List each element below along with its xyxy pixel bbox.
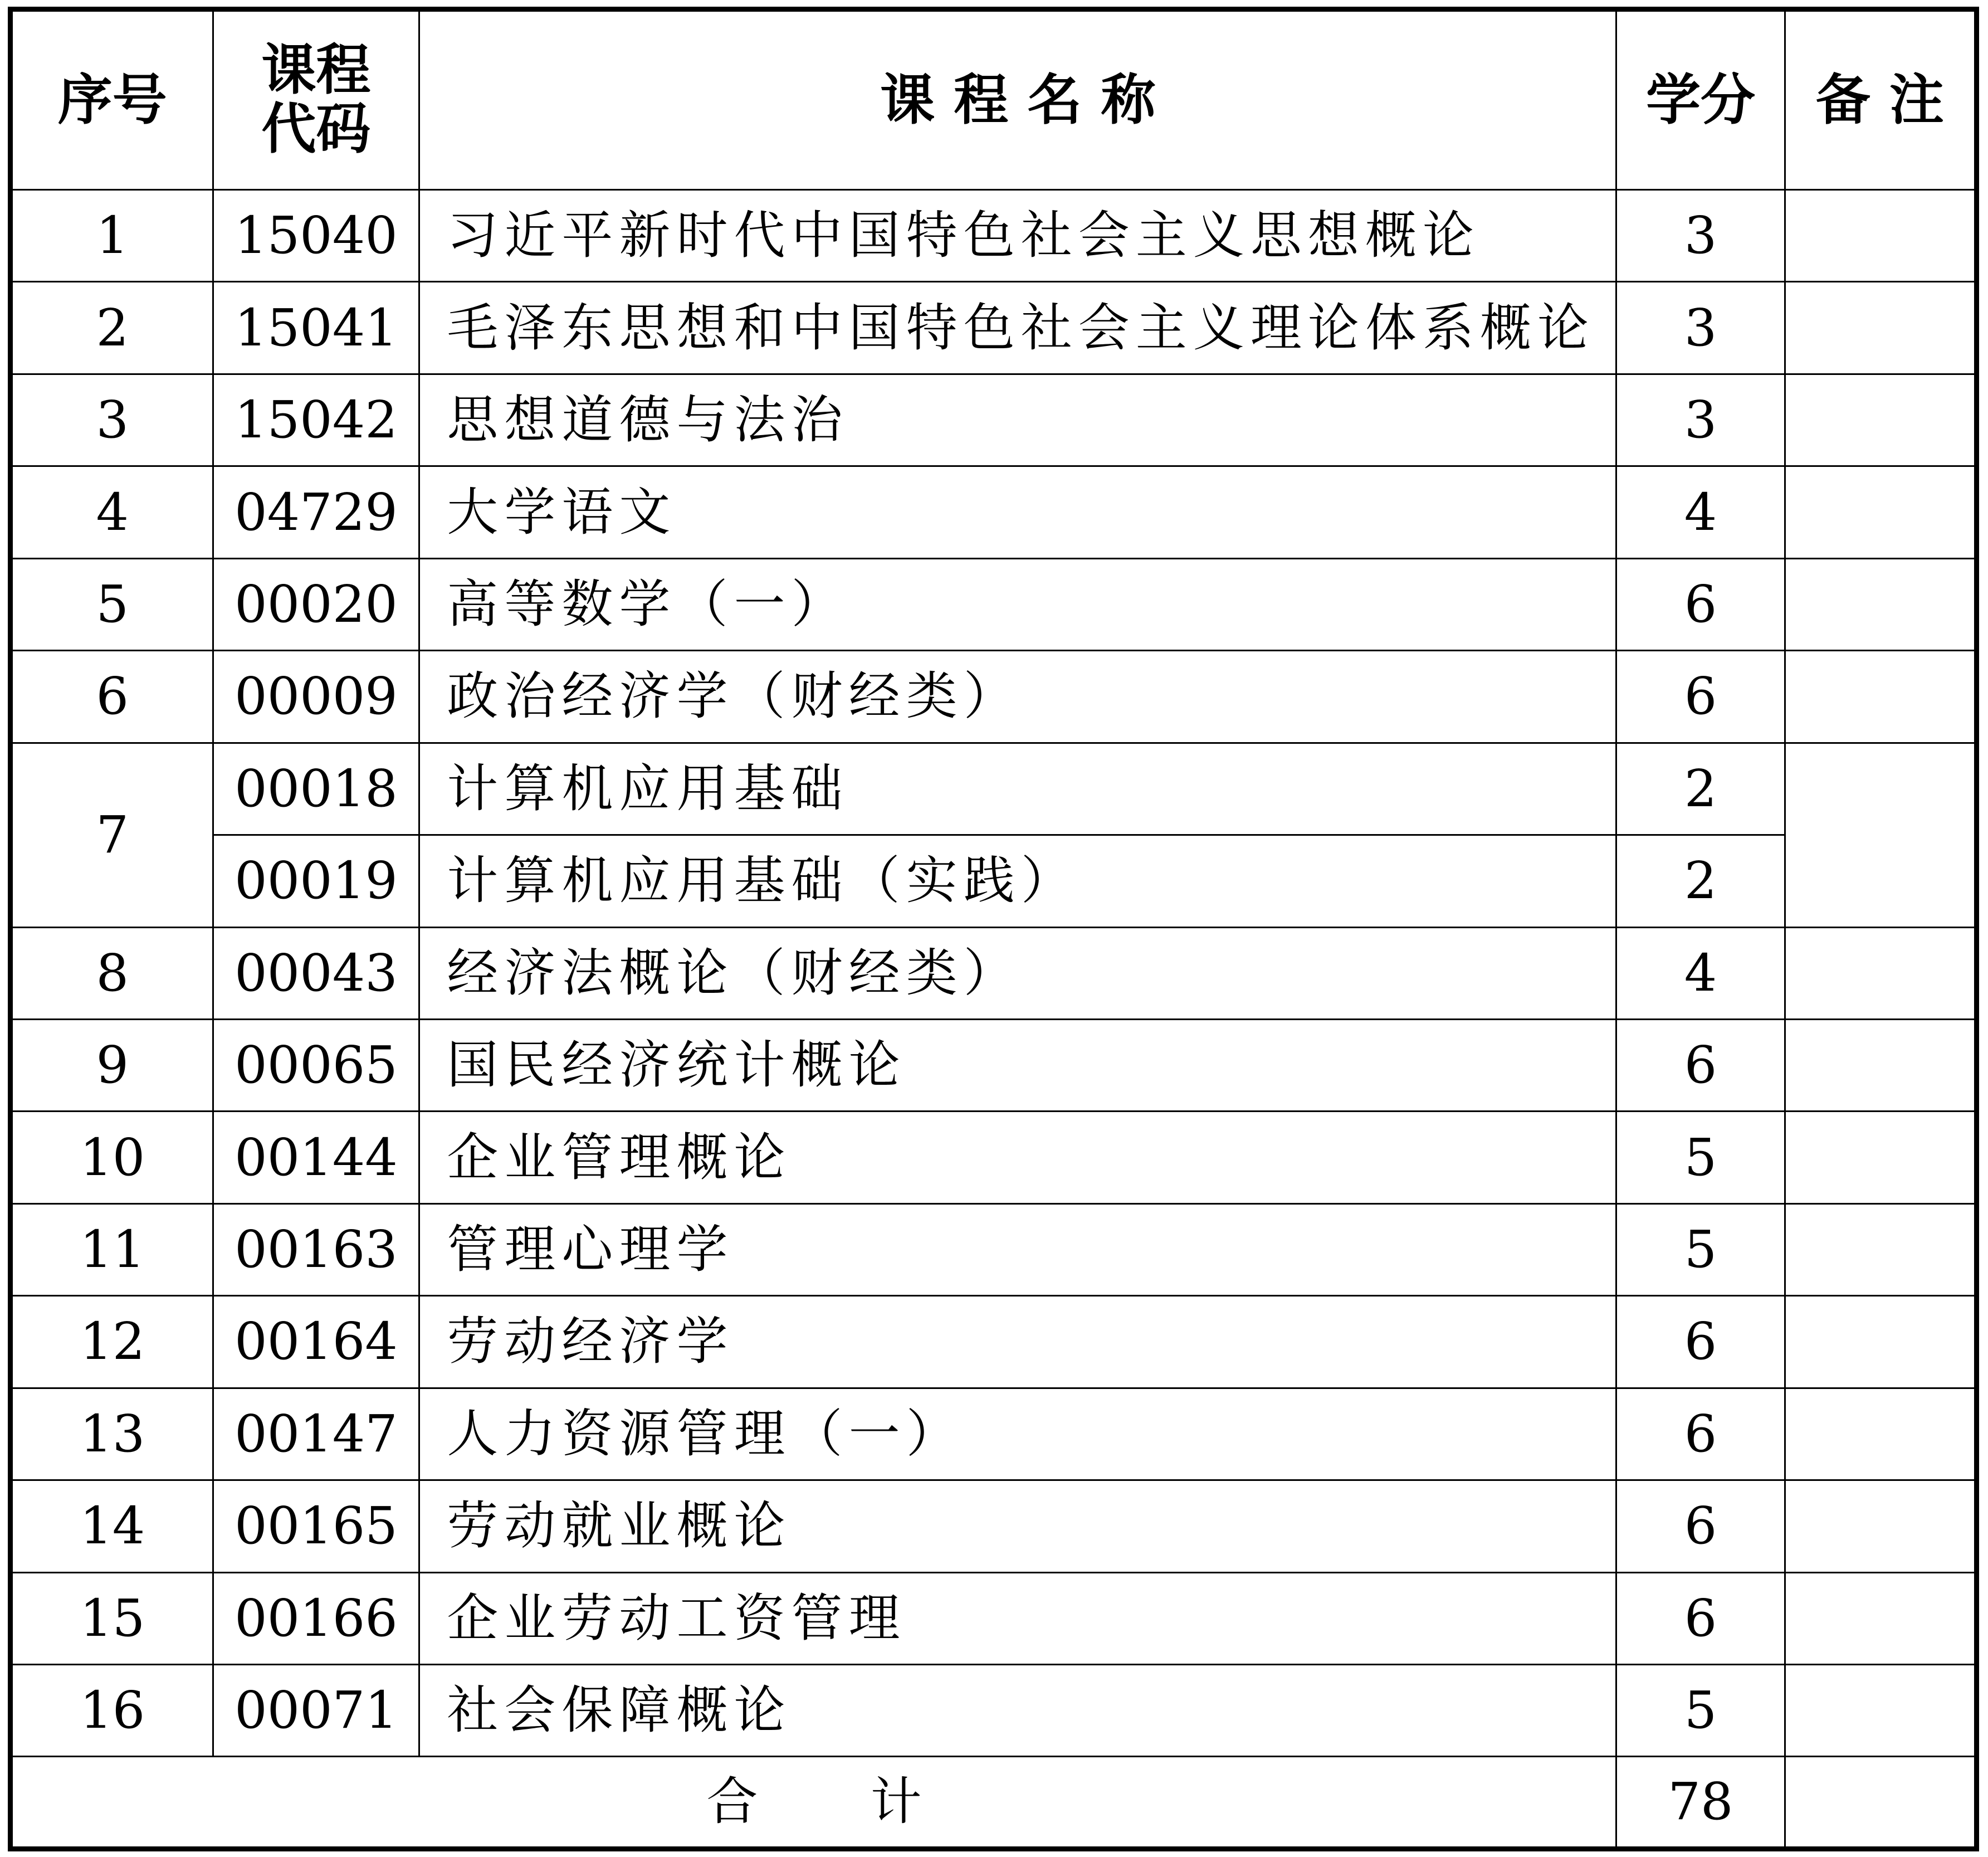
row-credit: 6	[1616, 1480, 1785, 1572]
row-remark	[1785, 1572, 1976, 1664]
row-credit: 2	[1616, 743, 1785, 835]
row-credit: 2	[1616, 835, 1785, 927]
row-seq: 12	[11, 1296, 213, 1388]
total-remark	[1785, 1757, 1976, 1849]
row-remark	[1785, 1203, 1976, 1295]
header-credit: 学分	[1616, 9, 1785, 190]
table-row	[11, 558, 1977, 650]
row-seq: 15	[11, 1572, 213, 1664]
row-seq: 4	[11, 466, 213, 558]
table-row	[11, 1019, 1977, 1111]
row-course-name: 人力资源管理（一）	[419, 1388, 1616, 1480]
row-course-name: 企业管理概论	[419, 1112, 1616, 1203]
row-course-name: 企业劳动工资管理	[419, 1572, 1616, 1664]
row-code: 00009	[213, 651, 419, 743]
row-credit: 5	[1616, 1665, 1785, 1757]
row-seq: 6	[11, 651, 213, 743]
row-course-name: 计算机应用基础（实践）	[419, 835, 1616, 927]
table-row	[11, 374, 1977, 466]
row-remark	[1785, 374, 1976, 466]
row-code: 00065	[213, 1019, 419, 1111]
row-course-name: 社会保障概论	[419, 1665, 1616, 1757]
row-seq: 5	[11, 558, 213, 650]
row-credit: 3	[1616, 282, 1785, 374]
row-course-name: 国民经济统计概论	[419, 1019, 1616, 1111]
row-code: 00165	[213, 1480, 419, 1572]
header-remark: 备 注	[1785, 9, 1976, 190]
row-seq: 13	[11, 1388, 213, 1480]
total-credit: 78	[1616, 1757, 1785, 1849]
total-label: 合计	[11, 1757, 1616, 1849]
row-code: 00163	[213, 1203, 419, 1295]
row-course-name: 经济法概论（财经类）	[419, 927, 1616, 1019]
row-credit: 4	[1616, 466, 1785, 558]
row-course-name: 管理心理学	[419, 1203, 1616, 1295]
row-course-name: 高等数学（一）	[419, 558, 1616, 650]
table-row	[11, 282, 1977, 374]
table-row	[11, 466, 1977, 558]
row-code: 15041	[213, 282, 419, 374]
row-seq: 1	[11, 190, 213, 282]
row-code: 00020	[213, 558, 419, 650]
table-row	[11, 651, 1977, 743]
row-credit: 6	[1616, 558, 1785, 650]
table-row	[11, 1388, 1977, 1480]
table-row	[11, 1665, 1977, 1757]
row-course-name: 毛泽东思想和中国特色社会主义理论体系概论	[419, 282, 1616, 374]
row-remark	[1785, 651, 1976, 743]
row-code: 15042	[213, 374, 419, 466]
table-row	[11, 1296, 1977, 1388]
table-row	[11, 835, 1977, 927]
row-seq: 11	[11, 1203, 213, 1295]
row-remark	[1785, 743, 1976, 927]
row-credit: 6	[1616, 1296, 1785, 1388]
header-course-code	[213, 9, 419, 190]
header-course-name: 课 程 名 称	[419, 9, 1616, 190]
table-row	[11, 1112, 1977, 1203]
row-seq: 10	[11, 1112, 213, 1203]
header-course-code-line1: 课程	[261, 38, 371, 103]
row-course-name: 劳动就业概论	[419, 1480, 1616, 1572]
row-credit: 6	[1616, 1572, 1785, 1664]
row-credit: 5	[1616, 1203, 1785, 1295]
row-credit: 3	[1616, 190, 1785, 282]
row-credit: 5	[1616, 1112, 1785, 1203]
row-remark	[1785, 282, 1976, 374]
row-remark	[1785, 1665, 1976, 1757]
row-code: 00147	[213, 1388, 419, 1480]
table-row	[11, 190, 1977, 282]
table-row	[11, 743, 1977, 835]
row-seq: 8	[11, 927, 213, 1019]
total-row	[11, 1757, 1977, 1849]
header-seq: 序号	[11, 9, 213, 190]
row-remark	[1785, 1296, 1976, 1388]
row-credit: 6	[1616, 1019, 1785, 1111]
row-remark	[1785, 190, 1976, 282]
row-code: 04729	[213, 466, 419, 558]
row-code: 00166	[213, 1572, 419, 1664]
header-row	[11, 9, 1977, 190]
row-course-name: 习近平新时代中国特色社会主义思想概论	[419, 190, 1616, 282]
row-seq: 7	[11, 743, 213, 927]
row-code: 00043	[213, 927, 419, 1019]
row-credit: 4	[1616, 927, 1785, 1019]
row-remark	[1785, 558, 1976, 650]
row-seq: 9	[11, 1019, 213, 1111]
row-credit: 3	[1616, 374, 1785, 466]
row-course-name: 思想道德与法治	[419, 374, 1616, 466]
row-code: 00071	[213, 1665, 419, 1757]
row-code: 00019	[213, 835, 419, 927]
table-row	[11, 1480, 1977, 1572]
row-seq: 3	[11, 374, 213, 466]
row-seq: 2	[11, 282, 213, 374]
row-remark	[1785, 1112, 1976, 1203]
row-code: 00164	[213, 1296, 419, 1388]
row-course-name: 政治经济学（财经类）	[419, 651, 1616, 743]
row-remark	[1785, 466, 1976, 558]
row-seq: 14	[11, 1480, 213, 1572]
course-table	[8, 7, 1979, 1851]
row-remark	[1785, 1019, 1976, 1111]
row-code: 15040	[213, 190, 419, 282]
table-row	[11, 927, 1977, 1019]
row-credit: 6	[1616, 651, 1785, 743]
header-course-code-line2: 代码	[261, 98, 371, 161]
row-remark	[1785, 1480, 1976, 1572]
table-row	[11, 1572, 1977, 1664]
row-course-name: 大学语文	[419, 466, 1616, 558]
row-credit: 6	[1616, 1388, 1785, 1480]
row-code: 00018	[213, 743, 419, 835]
row-code: 00144	[213, 1112, 419, 1203]
row-seq: 16	[11, 1665, 213, 1757]
table-row	[11, 1203, 1977, 1295]
row-course-name: 劳动经济学	[419, 1296, 1616, 1388]
row-remark	[1785, 927, 1976, 1019]
row-course-name: 计算机应用基础	[419, 743, 1616, 835]
row-remark	[1785, 1388, 1976, 1480]
